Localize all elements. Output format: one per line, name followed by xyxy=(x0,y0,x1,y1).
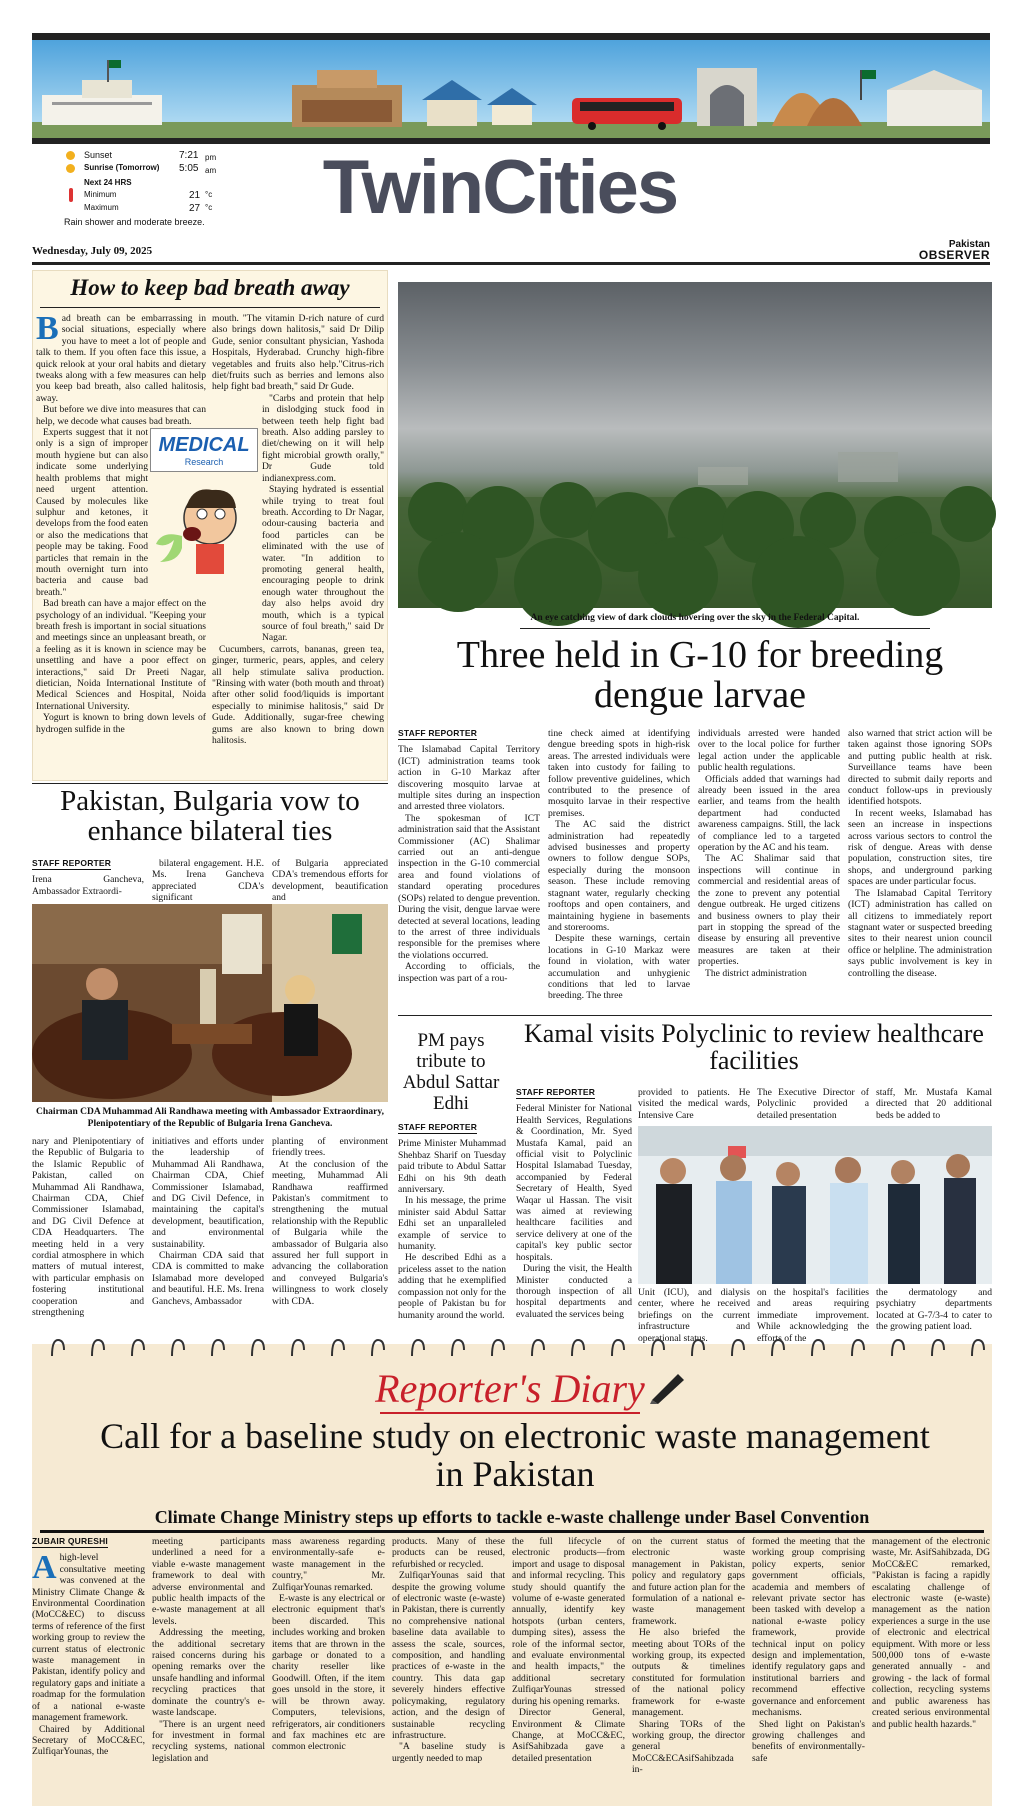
diary-col3-p2: E-waste is any electrical or electronic equipment that's been discarded. This includes working and broken items that are thrown in the garbage or donated to a charity reseller like Goodwill. Often, if the item goes unsold in the store, it will be thrown away. Computers, televisions, refrigerators, air conditioners and fax machines etc are common electronic xyxy=(272,1593,385,1753)
skyline-illustration xyxy=(32,40,990,138)
bulgaria-col-2 xyxy=(152,1136,264,1333)
diary-col-8 xyxy=(872,1536,990,1806)
publisher-bottom: OBSERVER xyxy=(918,248,990,262)
breath-col2-p4: Cucumbers, carrots, bananas, green tea, ginger, turmeric, pears, apples, and celery all help stimulate saliva production. "Rinsing with water (both mouth and throat) after other solid food/liquids is important especially to minimise halitosis," said Dr Gude. Additionally, sugar-free chewing gums are also known to bring down halitosis. xyxy=(212,643,384,747)
breath-col2-p2: "Carbs and protein that help in dislodging stuck food in between teeth help fight bad breath. Also adding parsley to diet/chewing on it will help fight microbial growth orally," Dr Gude told indianexpress.com. xyxy=(262,392,384,484)
sunset-label: Sunset xyxy=(84,150,113,160)
dengue-col4-p1: also warned that strict action will be taken against those ignoring SOPs and putting public health at risk. Surveillance teams have been directed to submit daily reports and conduct follow-ups in previously identified hotspots. xyxy=(848,728,992,808)
diary-col4-p1: products. Many of these products can be reused, refurbished or recycled. xyxy=(392,1536,505,1570)
kamal-col1-p2: During the visit, the Health Minister conducted a thorough inspection of all hospital departments and evaluated the services being xyxy=(516,1263,632,1320)
kamal-bot3: on the hospital's facilities and areas requiring immediate improvement. While acknowledging the efforts of the xyxy=(757,1287,869,1344)
diary-label-underline xyxy=(380,1412,640,1414)
next-24-label: Next 24 HRS xyxy=(84,178,132,187)
bulgaria-headline: Pakistan, Bulgaria vow to enhance bilateral ties xyxy=(60,785,360,848)
diary-col5-p2: Director General, Environment & Climate Change, at MoCC&EC, AsifSahibzada gave a detailed presentation xyxy=(512,1707,625,1764)
breath-col1-p1: ad breath can be embarrassing in social situations, especially where you have to meet a lot of people and talk to them. If you often face this issue, a quick relook at your oral habits and dietary tweaks along with a few measures can help you keep bad breath, also called halitosis, away. xyxy=(36,313,206,404)
dengue-col3-p2: Officials added that warnings had already been issued in the area earlier, and teams from the health department had conducted awareness campaigns. Still, the lack of compliance led to a targeted operation by the AC and his team. xyxy=(698,773,840,854)
dengue-col3-p3: The AC Shalimar said that inspections will continue in commercial and residential areas of the zone to prevent any potential dengue outbreak. He urged citizens and business owners to play their part in stopping the spread of the disease by ensuring all preventive measures are taken at their properties. xyxy=(698,853,840,968)
kamal-bot-col-3 xyxy=(757,1287,869,1344)
diary-col-3 xyxy=(272,1536,385,1806)
publisher-logo xyxy=(880,239,990,261)
sun-icon xyxy=(66,151,75,160)
max-label: Maximum xyxy=(84,203,119,212)
edhi-p3: He described Edhi as a priceless asset to the nation adding that he exemplified compassion not only for the people of Pakistan bu for humanity around the world. xyxy=(398,1252,506,1321)
diary-col2-p2: Addressing the meeting, the additional secretary raised concerns during his opening remarks over the unsafe handling and informal recycling practices that dominate the country's e-waste landscape. xyxy=(152,1627,265,1719)
min-unit: °c xyxy=(205,190,213,199)
polyclinic-visit-photo xyxy=(638,1126,992,1284)
breath-headline: How to keep bad breath away xyxy=(70,275,350,300)
bulgaria-top-col-2 xyxy=(152,858,264,902)
breath-headline-rule xyxy=(40,307,380,308)
dengue-col3-p4: The district administration xyxy=(705,967,807,979)
dropcap-b: B xyxy=(36,310,59,347)
edhi-byline: STAFF REPORTER xyxy=(398,1122,477,1134)
clouds-photo xyxy=(398,282,992,608)
bulgaria-top-col-3 xyxy=(272,858,388,902)
bulgaria-col2: initiatives and efforts under the leadership of Muhammad Ali Randhawa, Chairman CDA, Chief Commissioner Islamabad, and DG Civil Defence, in maintaining the capital's development, beautification, and environmental sustainability. xyxy=(152,1136,264,1250)
kamal-top-col-4 xyxy=(876,1087,992,1123)
kamal-bot-col-4 xyxy=(876,1287,992,1334)
bulgaria-col-3 xyxy=(272,1136,388,1333)
diary-col-4 xyxy=(392,1536,505,1806)
diary-col5-p1: the full lifecycle of electronic products—from import and usage to disposal and informal recycling. This study should quantify the volume of e-waste generated annually, identify key hotspots (urban centers, dumping sites), assess the role of the informal sector, and evaluate environmental and health impacts," the additional secretary ZulfiqarYounas stressed during his opening remarks. xyxy=(512,1536,625,1707)
diary-col-1 xyxy=(32,1536,145,1806)
diary-col7-p2: Shed light on Pakistan's growing challenges and benefits of environmentally-safe xyxy=(752,1718,865,1764)
dengue-col3-p1: individuals arrested were handed over to the local police for further legal action under the applicable public health regulations. xyxy=(698,728,840,774)
breath-col1-p2: But before we dive into measures that can help, we decode what causes bad breath. xyxy=(36,404,206,427)
kamal-col-1 xyxy=(516,1087,632,1334)
sunrise-unit: am xyxy=(205,166,217,175)
dengue-col-3 xyxy=(698,728,840,1013)
kamal-top4: staff, Mr. Mustafa Kamal directed that 20 additional beds be added to xyxy=(876,1087,992,1121)
weather-forecast: Rain shower and moderate breeze. xyxy=(64,217,205,227)
bulgaria-top-rule xyxy=(32,783,388,784)
publisher-top: Pakistan xyxy=(948,239,990,250)
diary-headline: Call for a baseline study on electronic waste management in Pakistan xyxy=(100,1416,930,1494)
dengue-bottom-rule xyxy=(398,1015,992,1016)
bulgaria-col3: planting of environment friendly trees. xyxy=(272,1136,388,1159)
dengue-col1-p3: According to officials, the inspection was part of a rou- xyxy=(398,961,540,984)
bulgaria-col-1 xyxy=(32,1136,144,1333)
diary-col6-p2: He also briefed the meeting about TORs of the working group, its expected outputs & timelines constituted for formulation of the national policy framework for e-waste management. xyxy=(632,1627,745,1719)
diary-label: Reporter's Diary xyxy=(375,1366,645,1411)
bulgaria-top3: of Bulgaria appreciated CDA's tremendous efforts for development, beautification and xyxy=(272,858,388,904)
diary-col6-p3: Sharing TORs of the working group, the director general MoCC&ECAsifSahibzada in- xyxy=(632,1718,745,1776)
diary-col2-p1: meeting participants underlined a need for a viable e-waste management framework to deal with adverse environmental and public health impacts of the e-waste management at all levels. xyxy=(152,1536,265,1627)
diary-col2-p3: "There is an urgent need for investment in formal recycling systems, national legislation and xyxy=(152,1718,265,1764)
kamal-headline: Kamal visits Polyclinic to review healthcare facilities xyxy=(524,1019,984,1076)
bulgaria-top2: bilateral engagement. H.E. Ms. Irena Gancheva appreciated CDA's significant xyxy=(152,858,264,904)
diary-col3-p1: mass awareness regarding environmentally-safe e-waste management in the country," Mr. ZulfiqarYounas remarked. xyxy=(272,1536,385,1593)
bulgaria-meeting-photo xyxy=(32,904,388,1102)
dengue-col1-p1: The Islamabad Capital Territory (ICT) administration teams took action in G-10 Markaz after discovering mosquito larvae at multiple sites during an inspection and arrested three violators. xyxy=(398,744,540,813)
max-unit: °c xyxy=(205,203,213,212)
diary-byline: ZUBAIR QURESHI xyxy=(32,1536,108,1548)
min-value: 21 xyxy=(189,190,201,201)
breath-col1-p3: Experts suggest that it not only is a sign of improper mouth hygiene but can also indicate some underlying health problems that might need urgent attention. Caused by molecules like sulphur and ketones, it develops from the food eaten or also the medications that people may be taking. Food particles that remain in the mouth overnight turn into bacteria and cause bad breath." xyxy=(36,427,148,598)
dengue-col2-p3: Despite these warnings, certain locations in G-10 Markaz were found in violation, with water accumulation and unhygienic conditions that led to larvae breeding. The three xyxy=(548,933,690,1002)
diary-col4-p3: "A baseline study is urgently needed to map xyxy=(392,1741,505,1764)
kamal-top-col-3 xyxy=(757,1087,869,1123)
min-label: Minimum xyxy=(84,190,117,199)
weather-box xyxy=(62,150,222,227)
masthead-date: Wednesday, July 09, 2025 xyxy=(32,245,153,257)
diary-col7-p1: formed the meeting that the working group comprising policy experts, senior government officials, academia and members of relevant private sector has been tasked with develop a national e-waste policy framework, provide technical input on policy design and implementation, identify regulatory gaps and institutional barriers and recommend effective governance and enforcement mechanisms. xyxy=(752,1536,865,1719)
bulgaria-top-col-1 xyxy=(32,858,144,902)
edhi-p1: Prime Minister Muhammad Shehbaz Sharif on Tuesday paid tribute to Abdul Sattar Edhi on his 9th death anniversary. xyxy=(398,1138,506,1196)
dengue-col4-p3: The Islamabad Capital Territory (ICT) administration has called on all citizens to immediately report stagnant water or suspected breeding sites to their nearest union council office or helpline. The administration says public involvement is key in controlling the disease. xyxy=(848,887,992,979)
sunrise-label: Sunrise (Tomorrow) xyxy=(84,163,160,172)
bulgaria-caption: Chairman CDA Muhammad Ali Randhawa meeting with Ambassador Extraordinary, Plenipotentiary of the Republic of Bulgaria Irena Gancheva. xyxy=(36,1107,384,1129)
max-value: 27 xyxy=(189,203,201,214)
kamal-bot4: the dermatology and psychiatry departments located at G-7/3-4 to cater to the growing patient load. xyxy=(876,1287,992,1333)
bulgaria-col1: nary and Plenipotentiary of the Republic of Bulgaria to the Islamic Republic of Pakistan, called on Muhammad Ali Randhawa, Chairman CDA, Chief Commissioner Islamabad, and DG Civil Defence at CDA Headquarters. The meeting held in a very cordial atmosphere in which matters of mutual interest, with particular emphasis on fostering institutional cooperation and strengthening xyxy=(32,1136,144,1319)
kamal-bot2: Unit (ICU), and dialysis center, where he received briefings on the current infrastructure and operational status. xyxy=(638,1287,750,1344)
kamal-bot-col-2 xyxy=(638,1287,750,1344)
sunset-unit: pm xyxy=(205,153,217,162)
diary-col6-p1: on the current status of electronic waste management in Pakistan, policy and regulatory gaps and future action plan for the formulation of a national e-waste management framework. xyxy=(632,1536,745,1627)
sunset-time: 7:21 xyxy=(179,150,199,161)
diary-col-5 xyxy=(512,1536,625,1806)
dengue-col-4 xyxy=(848,728,992,1013)
diary-col-2 xyxy=(152,1536,265,1806)
bulgaria-top1: Irena Gancheva, Ambassador Extraordi- xyxy=(32,874,144,897)
pen-icon xyxy=(648,1370,688,1404)
spiral-binding-icon xyxy=(32,1338,992,1358)
bulgaria-col3b: At the conclusion of the meeting, Muhammad Ali Randhawa reaffirmed Pakistan's commitment to strengthening the mutual relationship with the Republic of Bulgaria while the ambassador of Bulgaria also assured her full support in advancing the collaboration and conveyed Bulgaria's willingness to work closely with CDA. xyxy=(272,1158,388,1307)
clouds-rule xyxy=(520,628,930,629)
breath-col1-p5: Yogurt is known to bring down levels of hydrogen sulfide in the xyxy=(36,712,206,735)
diary-col-6 xyxy=(632,1536,745,1806)
dengue-col2-p1: tine check aimed at identifying dengue breeding spots in high-risk areas. The arrested individuals were taken into custody for failing to follow preventive guidelines, which contributed to the presence of mosquito larvae in their respective premises. xyxy=(548,728,690,819)
sunrise-icon xyxy=(66,164,75,173)
badge-medical: MEDICAL xyxy=(158,434,250,456)
clouds-caption: An eye catching view of dark clouds hovering over the sky in the Federal Capital. xyxy=(530,613,860,623)
kamal-byline: STAFF REPORTER xyxy=(516,1087,595,1099)
bulgaria-byline: STAFF REPORTER xyxy=(32,858,111,870)
banner-bottom-border xyxy=(32,138,990,144)
diary-col1-p2: Chaired by Additional Secretary of MoCC&EC, ZulfiqarYounas, the xyxy=(32,1723,145,1758)
dengue-headline: Three held in G-10 for breeding dengue larvae xyxy=(456,634,944,716)
masthead-rule xyxy=(32,262,990,265)
dropcap-a: A xyxy=(32,1549,57,1587)
breath-col2-p3: Staying hydrated is essential while trying to treat foul breath. According to Dr Nagar, odour-causing bacteria and food particles can be eliminated with the use of water. "In addition to promoting general health, encouraging people to drink enough water throughout the day also helps avoid dry mouth, which is a typical source of foul breath," said Dr Nagar. xyxy=(262,484,384,644)
top-border xyxy=(32,33,990,40)
diary-col-7 xyxy=(752,1536,865,1806)
dengue-col-1 xyxy=(398,728,540,1013)
diary-spiral xyxy=(32,1338,992,1358)
diary-col1-p1: high-level consultative meeting was convened at the Ministry Climate Change & Environmental Coordination (MoCC&EC) to discuss terms of reference of the first working group to review the current status of electronic waste management in Pakistan, identify policy and regulatory gaps and initiate a roadmap for the formulation of a national e-waste management framework. xyxy=(32,1552,145,1724)
badge-research: Research xyxy=(184,457,224,467)
bulgaria-col2b: Chairman CDA said that CDA is committed to make Islamabad more developed and beautiful. H.E. Ms. Irena Ganchevs, Ambassador xyxy=(152,1250,264,1307)
breath-col1-p4: Bad breath can have a major effect on the psychology of an individual. "Keeping your breath fresh is important in social situations and meetings since an unpleasant breath, or a feeling as it is known in science may be unsettling and have a poor effect on interactions," said Dr Preeti Nagar, dietician, Noida International Institute of Medical Sciences and Hospital, Noida International University. xyxy=(36,598,206,712)
diary-col8-p1: management of the electronic waste, Mr. AsifSahibzada, DG MoCC&EC remarked, "Pakistan is facing a rapidly escalating challenge of electronic waste (e-waste) management as the nation experiences a surge in the use of electronic and electrical equipment. With more or less 500,000 tons of e-waste generated annually - and growing - the lack of formal collection, recycling systems and public awareness has created serious environmental and public health hazards." xyxy=(872,1536,990,1730)
kamal-top3: The Executive Director of Polyclinic provided a detailed presentation xyxy=(757,1087,869,1121)
kamal-top-col-2 xyxy=(638,1087,750,1123)
thermometer-icon xyxy=(69,188,73,202)
dengue-col4-p2: In recent weeks, Islamabad has seen an increase in inspections across various sectors to control the risk of dengue. Areas with dense population, construction sites, tire shops, and underground parking spaces are under particular focus. xyxy=(848,807,992,888)
masthead-title: TwinCities xyxy=(322,145,678,230)
dengue-col2-p2: The AC said the district administration had repeatedly advised businesses and property owners to follow dengue SOPs, especially during the monsoon season. These include removing stagnant water, regularly checking rooftops and open containers, and maintaining hygiene in basements and storerooms. xyxy=(548,819,690,933)
edhi-col xyxy=(398,1122,506,1334)
diary-col4-p2: ZulfiqarYounas said that despite the growing volume of electronic waste (e-waste) in Pakistan, there is currently no comprehensive national baseline data available to assess the scale, sources, composition, and handling practices of e-waste in the country. This data gap severely hinders effective policymaking, regulatory action, and the design of sustainable recycling infrastructure. xyxy=(392,1570,505,1741)
dengue-col1-p2: The spokesman of ICT administration said that the Assistant Commissioner (AC) Shalimar carried out an anti-dengue inspection in the G-10 commercial area and found violations of standard operating procedures (SOPs) related to dengue prevention. During the visit, dengue larvae were detected at several locations, leading to the arrest of three individuals responsible for the premises where the violations occurred. xyxy=(398,812,541,961)
skyline-banner xyxy=(32,40,990,138)
edhi-p2: In his message, the prime minister said Abdul Sattar Edhi set an unparalleled example of service to humanity. xyxy=(398,1195,506,1253)
kamal-col1-p1: Federal Minister for National Health Services, Regulations & Coordination, Mr. Syed Mustafa Kamal, paid an official visit to Polyclinic Hospital Islamabad Tuesday, accompanied by Federal Secretary of Health, Syed Waqar ul Hassan. The visit was aimed at reviewing healthcare facilities and service delivery at one of the capital's key public sector hospitals. xyxy=(516,1103,632,1263)
diary-subhead: Climate Change Ministry steps up efforts to tackle e-waste challenge under Basel Convention xyxy=(40,1506,984,1533)
edhi-headline: PM pays tribute to Abdul Sattar Edhi xyxy=(402,1030,500,1114)
dengue-col-2 xyxy=(548,728,690,1013)
dengue-byline: STAFF REPORTER xyxy=(398,728,477,740)
sunrise-time: 5:05 xyxy=(179,163,199,174)
breath-col2-p1: mouth. "The vitamin D-rich nature of curd also brings down halitosis," said Dr Dilip Gude, senior consultant physician, Yashoda Hospitals, Hyderabad. Crunchy high-fibre vegetables and fruits also help."Citrus-rich diet/fruits such as berries and lemons also help fight bad breath," said Dr Gude. xyxy=(212,313,384,393)
breath-col-2 xyxy=(212,313,384,775)
kamal-top2: provided to patients. He visited the medical wards, Intensive Care xyxy=(638,1087,750,1121)
